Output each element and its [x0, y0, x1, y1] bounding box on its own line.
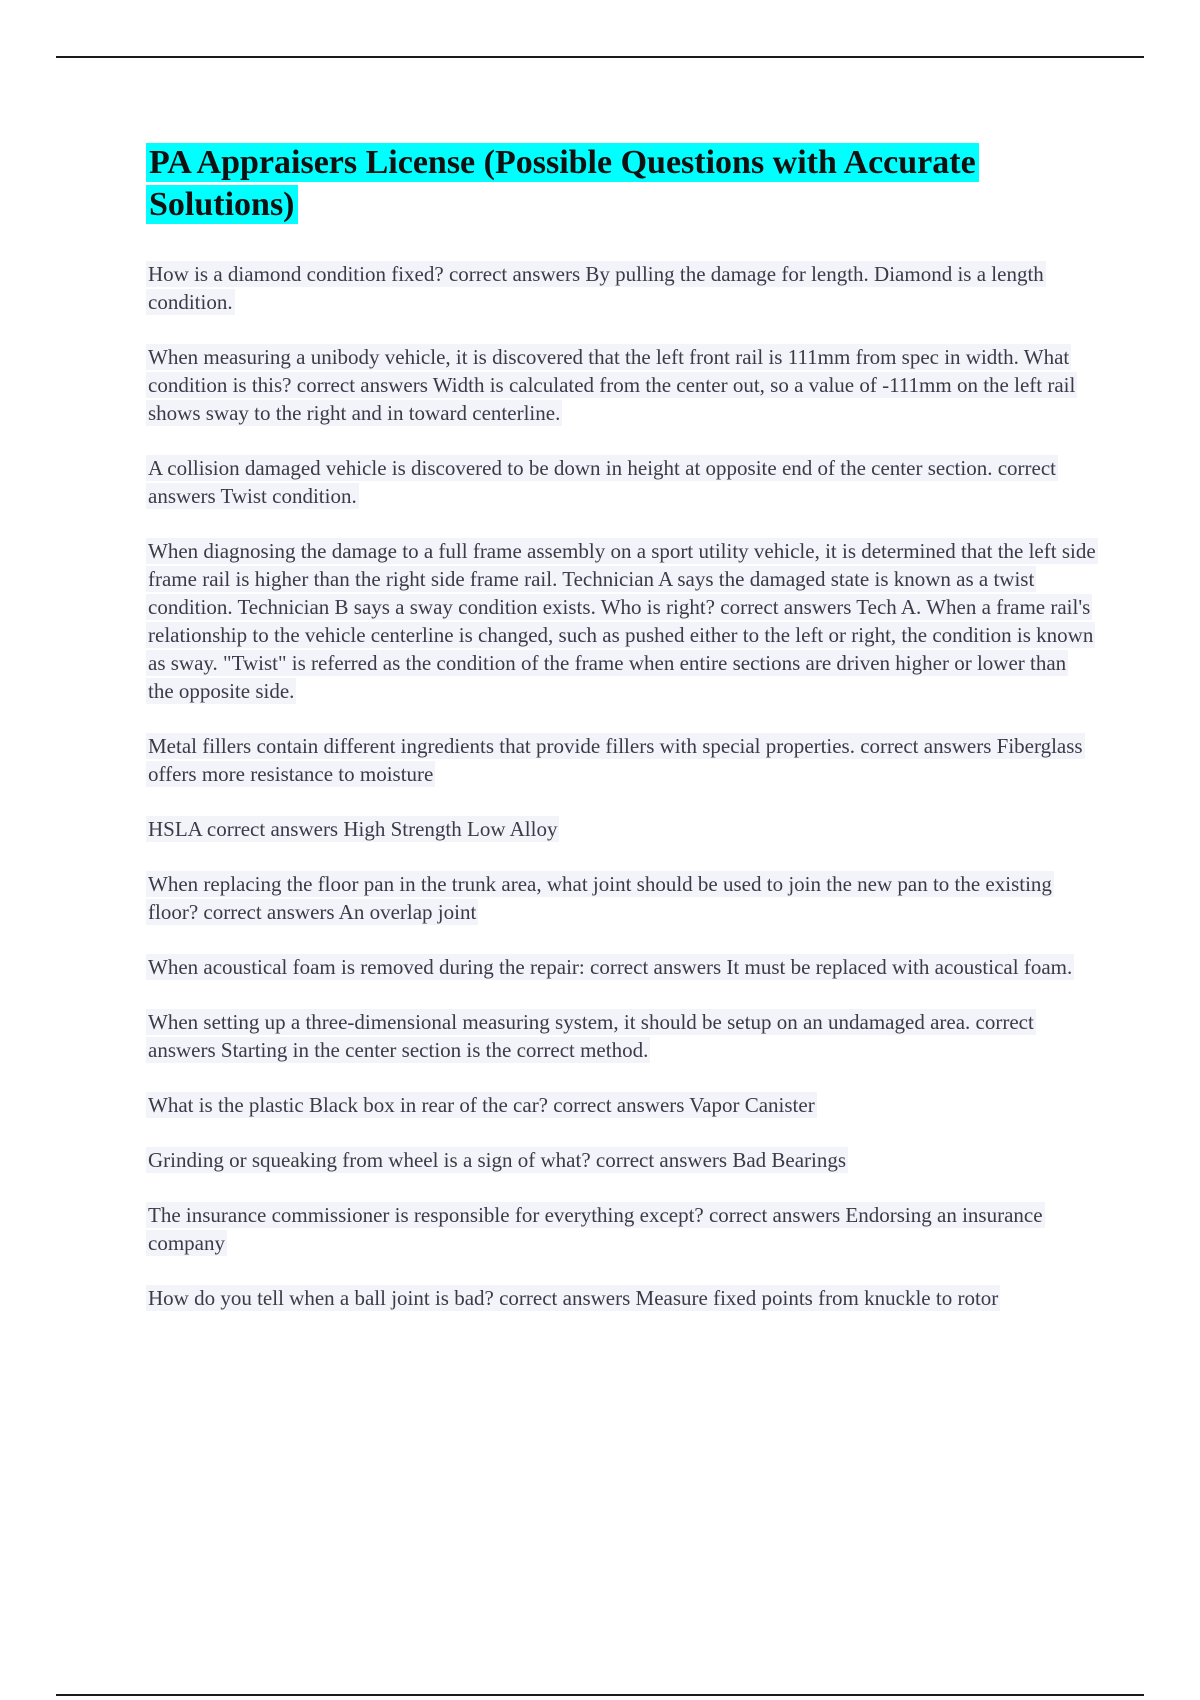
document-title: [146, 142, 1096, 226]
bottom-rule: [56, 1694, 1144, 1696]
qa-item: When acoustical foam is removed during the repair: correct answers It must be replaced with acoustical foam.: [148, 955, 1073, 979]
qa-item: Grinding or squeaking from wheel is a sign of what? correct answers Bad Bearings: [148, 1148, 847, 1172]
qa-item: The insurance commissioner is responsible for everything except? correct answers Endorsing an insurance company: [148, 1203, 1043, 1255]
qa-item: What is the plastic Black box in rear of the car? correct answers Vapor Canister: [148, 1093, 815, 1117]
qa-item: When diagnosing the damage to a full frame assembly on a sport utility vehicle, it is determined that the left side frame rail is higher than the right side frame rail. Technician A says the damaged state is known as a twist condition. Technician B says a sway condition exists. Who is right? correct answers Tech A. When a frame rail's relationship to the vehicle centerline is changed, such as pushed either to the left or right, the condition is known as sway. "Twist" is referred as the condition of the frame when entire sections are driven higher or lower than the opposite side.: [148, 539, 1096, 703]
qa-item: When setting up a three-dimensional measuring system, it should be setup on an undamaged area. correct answers Starting in the center section is the correct method.: [148, 1010, 1034, 1062]
document-title-text: PA Appraisers License (Possible Questions with Accurate Solutions): [146, 143, 979, 224]
qa-item: How do you tell when a ball joint is bad? correct answers Measure fixed points from knuckle to rotor: [148, 1286, 999, 1310]
document-body: [146, 142, 1096, 1339]
qa-item: A collision damaged vehicle is discovered to be down in height at opposite end of the center section. correct answers Twist condition.: [148, 456, 1056, 508]
qa-item: How is a diamond condition fixed? correct answers By pulling the damage for length. Diamond is a length condition.: [148, 262, 1044, 314]
qa-item: HSLA correct answers High Strength Low Alloy: [148, 817, 558, 841]
top-rule: [56, 56, 1144, 58]
qa-item: When replacing the floor pan in the trunk area, what joint should be used to join the new pan to the existing floor? correct answers An overlap joint: [148, 872, 1052, 924]
qa-item: When measuring a unibody vehicle, it is discovered that the left front rail is 111mm from spec in width. What condition is this? correct answers Width is calculated from the center out, so a value of -111mm on the left rail shows sway to the right and in toward centerline.: [148, 345, 1076, 425]
qa-item: Metal fillers contain different ingredients that provide fillers with special properties. correct answers Fiberglass offers more resistance to moisture: [148, 734, 1083, 786]
